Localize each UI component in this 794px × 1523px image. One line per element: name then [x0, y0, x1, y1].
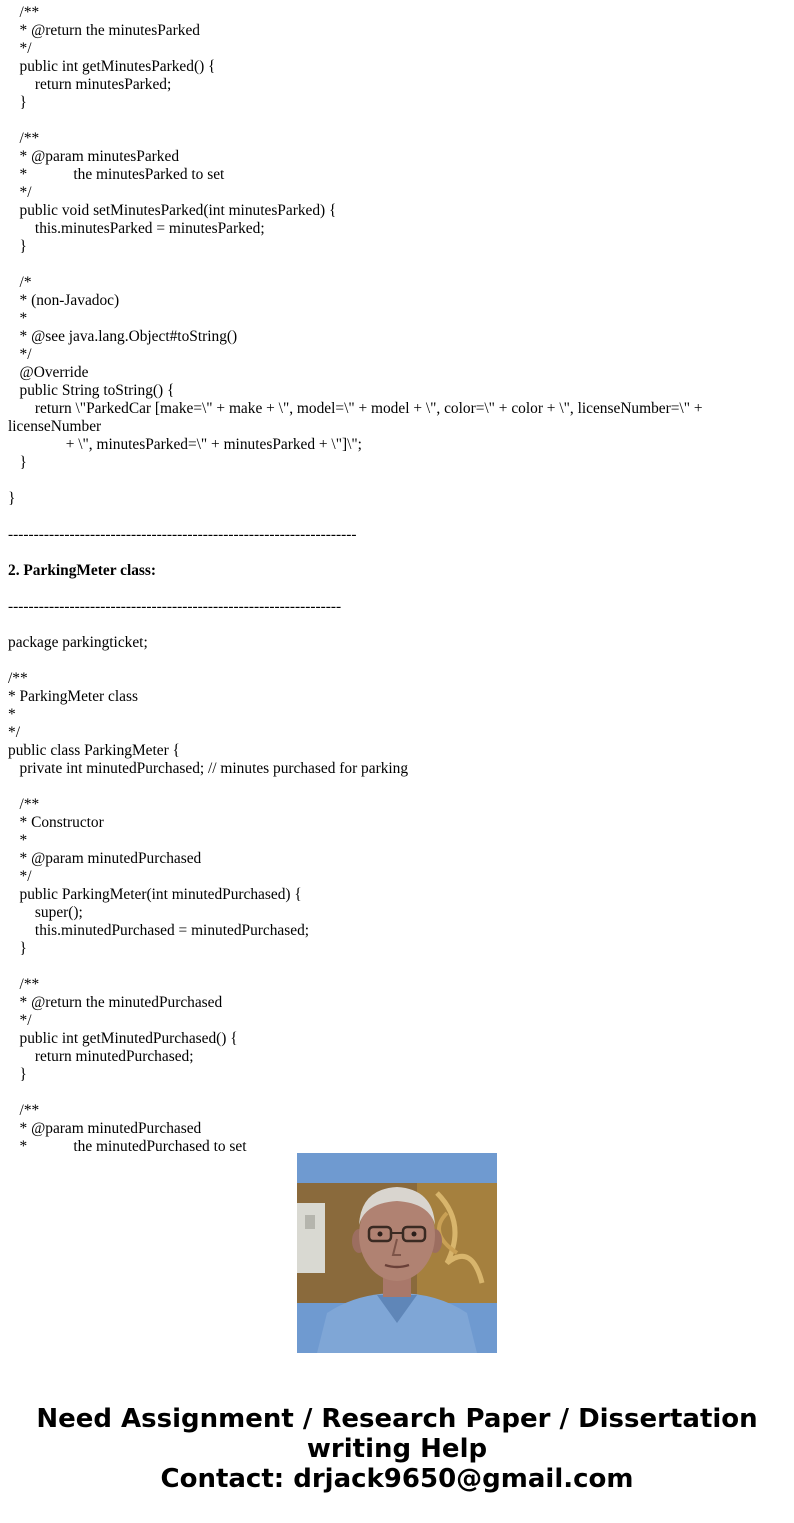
code-line: @Override — [8, 364, 89, 381]
code-line — [8, 112, 786, 130]
code-line — [8, 778, 786, 796]
code-line: * Constructor — [8, 814, 104, 831]
code-line: /** — [8, 976, 40, 993]
code-line: public int getMinutedPurchased() { — [8, 1030, 238, 1047]
code-line: /** — [8, 1102, 40, 1119]
code-line: /** — [8, 670, 28, 687]
code-line: return \"ParkedCar [make=\" + make + \", model=\" + model + \", color=\" + color + \", licenseNumber=\" + — [8, 400, 703, 417]
promo-banner — [0, 1404, 794, 1494]
code-line: } — [8, 490, 16, 507]
code-line: * — [8, 832, 28, 849]
code-line: return minutesParked; — [8, 76, 172, 93]
code-line: + \", minutesParked=\" + minutesParked + \"]\"; — [8, 436, 362, 453]
code-line: public ParkingMeter(int minutedPurchased) { — [8, 886, 302, 903]
code-line — [8, 472, 786, 490]
code-line — [8, 544, 786, 562]
promo-headline: Need Assignment / Research Paper / Dissertation — [36, 1404, 758, 1434]
code-line: } — [8, 94, 27, 111]
code-line: this.minutesParked = minutesParked; — [8, 220, 265, 237]
code-line: * @param minutesParked — [8, 148, 180, 165]
code-document — [8, 4, 786, 1155]
code-line: } — [8, 1066, 27, 1083]
code-line: * — [8, 706, 16, 723]
code-line: * ParkingMeter class — [8, 688, 138, 705]
code-line: * @return the minutedPurchased — [8, 994, 223, 1011]
code-line: * the minutedPurchased to set — [8, 1138, 247, 1155]
code-line — [8, 1084, 786, 1102]
code-line — [8, 256, 786, 274]
code-line: */ — [8, 1012, 32, 1029]
code-line: * @param minutedPurchased — [8, 850, 202, 867]
code-line: * — [8, 310, 28, 327]
code-line: * the minutesParked to set — [8, 166, 225, 183]
code-line: } — [8, 454, 27, 471]
code-line: */ — [8, 346, 32, 363]
promo-contact-email: Contact: drjack9650@gmail.com — [160, 1464, 634, 1494]
code-line: public int getMinutesParked() { — [8, 58, 216, 75]
code-line: * @return the minutesParked — [8, 22, 200, 39]
author-photo-icon — [297, 1153, 497, 1353]
code-line — [8, 508, 786, 526]
code-line: public class ParkingMeter { — [8, 742, 180, 759]
code-line: public void setMinutesParked(int minutesParked) { — [8, 202, 337, 219]
section-heading: 2. ParkingMeter class: — [8, 562, 157, 579]
code-line: */ — [8, 868, 32, 885]
code-line: /** — [8, 4, 40, 21]
code-line: * @see java.lang.Object#toString() — [8, 328, 238, 345]
code-line: */ — [8, 184, 32, 201]
code-line — [8, 580, 786, 598]
code-line — [8, 958, 786, 976]
code-line: /* — [8, 274, 32, 291]
code-line: public String toString() { — [8, 382, 175, 399]
code-line: * @param minutedPurchased — [8, 1120, 202, 1137]
code-line: } — [8, 940, 27, 957]
code-line — [8, 652, 786, 670]
code-line: } — [8, 238, 27, 255]
code-line: -------------------------------------------------------------------- — [8, 526, 357, 543]
code-line: return minutedPurchased; — [8, 1048, 194, 1065]
code-line: * (non-Javadoc) — [8, 292, 120, 309]
code-line: */ — [8, 40, 32, 57]
code-line: ----------------------------------------------------------------- — [8, 598, 342, 615]
code-line: package parkingticket; — [8, 634, 148, 651]
code-line — [8, 616, 786, 634]
code-line: /** — [8, 130, 40, 147]
code-line: super(); — [8, 904, 83, 921]
code-line: licenseNumber — [8, 418, 102, 435]
code-line: private int minutedPurchased; // minutes purchased for parking — [8, 760, 409, 777]
code-line: */ — [8, 724, 20, 741]
code-line: /** — [8, 796, 40, 813]
code-line: this.minutedPurchased = minutedPurchased; — [8, 922, 310, 939]
promo-subheadline: writing Help — [306, 1434, 488, 1464]
